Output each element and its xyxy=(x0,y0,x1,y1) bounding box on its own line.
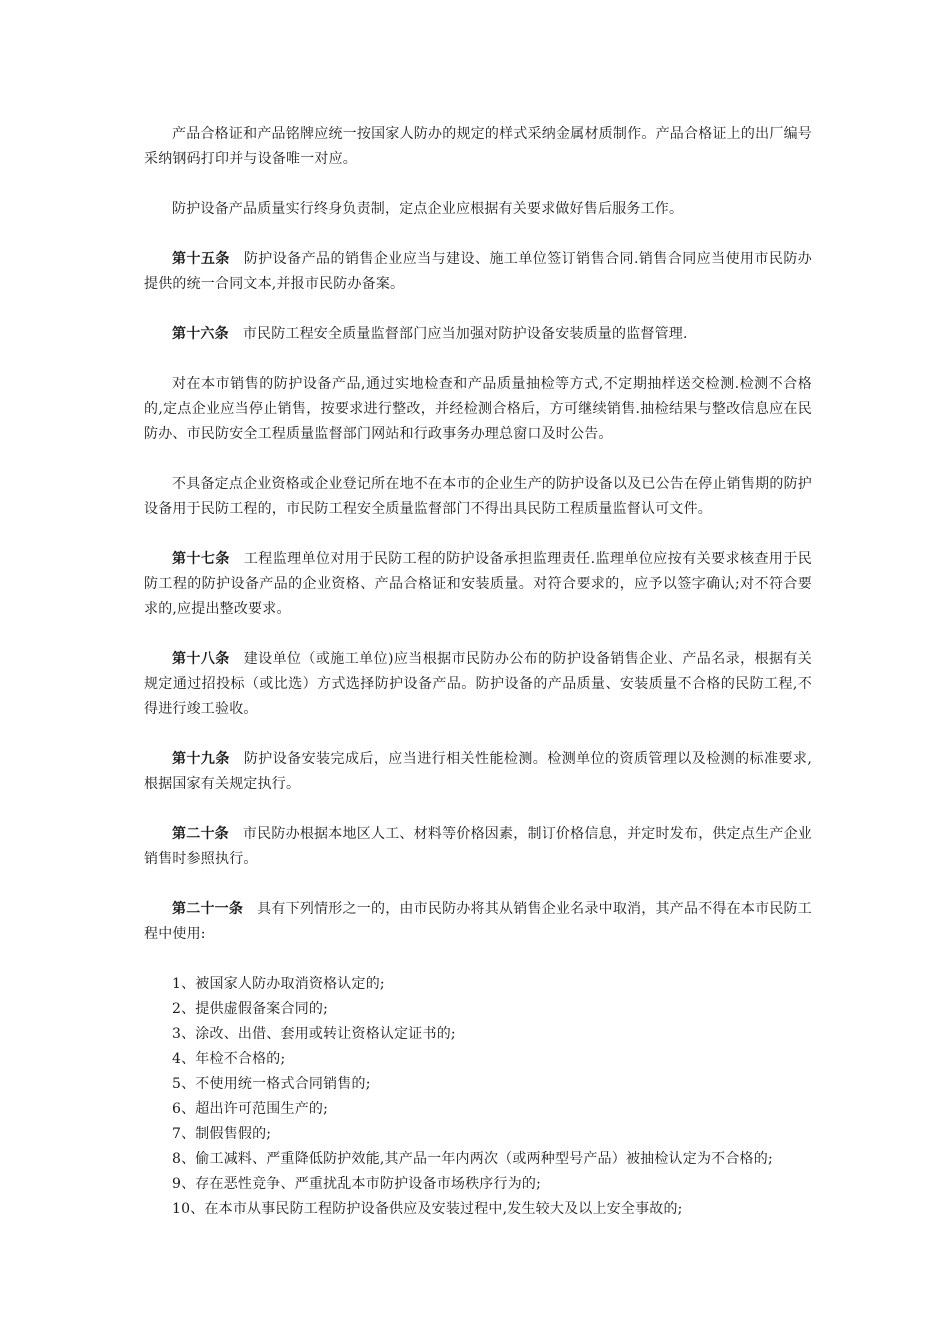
list-item: 8、偷工减料、严重降低防护效能,其产品一年内两次（或两种型号产品）被抽检认定为不合格的; xyxy=(172,1151,773,1167)
list-item: 3、涂改、出借、套用或转让资格认定证书的; xyxy=(172,1026,456,1042)
article-number: 第十九条 xyxy=(172,751,230,767)
list-item: 4、年检不合格的; xyxy=(172,1051,286,1067)
article-number: 第二十一条 xyxy=(172,901,244,917)
violation-list xyxy=(144,972,812,1222)
paragraph-text: 防护设备产品的销售企业应当与建设、施工单位签订销售合同.销售合同应当使用市民防办提供的统一合同文本,并报市民防办备案。 xyxy=(144,251,812,292)
list-item: 1、被国家人防办取消资格认定的; xyxy=(172,976,385,992)
paragraph-text: 工程监理单位对用于民防工程的防护设备承担监理责任.监理单位应按有关要求核查用于民防工程的防护设备产品的企业资格、产品合格证和安装质量。对符合要求的，应予以签字确认;对不符合要求的,应提出整改要求。 xyxy=(144,551,812,617)
paragraph-text: 建设单位（或施工单位)应当根据市民防办公布的防护设备销售企业、产品名录，根据有关规定通过招投标（或比选）方式选择防护设备产品。防护设备的产品质量、安装质量不合格的民防工程,不得进行竣工验收。 xyxy=(144,651,812,717)
article-15 xyxy=(144,247,812,297)
paragraph-text: 对在本市销售的防护设备产品,通过实地检查和产品质量抽检等方式,不定期抽样送交检测.检测不合格的,定点企业应当停止销售，按要求进行整改，并经检测合格后，方可继续销售.抽检结果与整改信息应在民防办、市民防安全工程质量监督部门网站和行政事务办理总窗口及时公告。 xyxy=(144,376,812,442)
article-number: 第十六条 xyxy=(172,326,229,342)
paragraph-text: 防护设备安装完成后，应当进行相关性能检测。检测单位的资质管理以及检测的标准要求,根据国家有关规定执行。 xyxy=(144,751,812,792)
list-item: 10、在本市从事民防工程防护设备供应及安装过程中,发生较大及以上安全事故的; xyxy=(172,1201,683,1217)
document-page xyxy=(144,122,812,1222)
article-number: 第十五条 xyxy=(172,251,230,267)
list-item: 5、不使用统一格式合同销售的; xyxy=(172,1076,371,1092)
paragraph xyxy=(144,372,812,447)
paragraph-text: 防护设备产品质量实行终身负责制，定点企业应根据有关要求做好售后服务工作。 xyxy=(172,201,684,217)
article-16 xyxy=(144,322,812,347)
article-19 xyxy=(144,747,812,797)
paragraph xyxy=(144,472,812,522)
article-17 xyxy=(144,547,812,622)
paragraph xyxy=(144,197,812,222)
article-number: 第二十条 xyxy=(172,826,229,842)
paragraph xyxy=(144,122,812,172)
article-number: 第十七条 xyxy=(172,551,230,567)
list-item: 6、超出许可范围生产的; xyxy=(172,1101,329,1117)
list-item: 2、提供虚假备案合同的; xyxy=(172,1001,329,1017)
list-item: 7、制假售假的; xyxy=(172,1126,272,1142)
list-item: 9、存在恶性竞争、严重扰乱本市防护设备市场秩序行为的; xyxy=(172,1176,542,1192)
article-21 xyxy=(144,897,812,947)
paragraph-text: 市民防工程安全质量监督部门应当加强对防护设备安装质量的监督管理. xyxy=(242,326,688,342)
article-18 xyxy=(144,647,812,722)
paragraph-text: 不具备定点企业资格或企业登记所在地不在本市的企业生产的防护设备以及已公告在停止销售期的防护设备用于民防工程的，市民防工程安全质量监督部门不得出具民防工程质量监督认可文件。 xyxy=(144,476,812,517)
paragraph-text: 产品合格证和产品铭牌应统一按国家人防办的规定的样式采纳金属材质制作。产品合格证上的出厂编号采纳钢码打印并与设备唯一对应。 xyxy=(144,126,812,167)
paragraph-text: 具有下列情形之一的，由市民防办将其从销售企业名录中取消，其产品不得在本市民防工程中使用: xyxy=(144,901,812,942)
paragraph-text: 市民防办根据本地区人工、材料等价格因素，制订价格信息，并定时发布，供定点生产企业销售时参照执行。 xyxy=(144,826,812,867)
article-number: 第十八条 xyxy=(172,651,230,667)
article-20 xyxy=(144,822,812,872)
